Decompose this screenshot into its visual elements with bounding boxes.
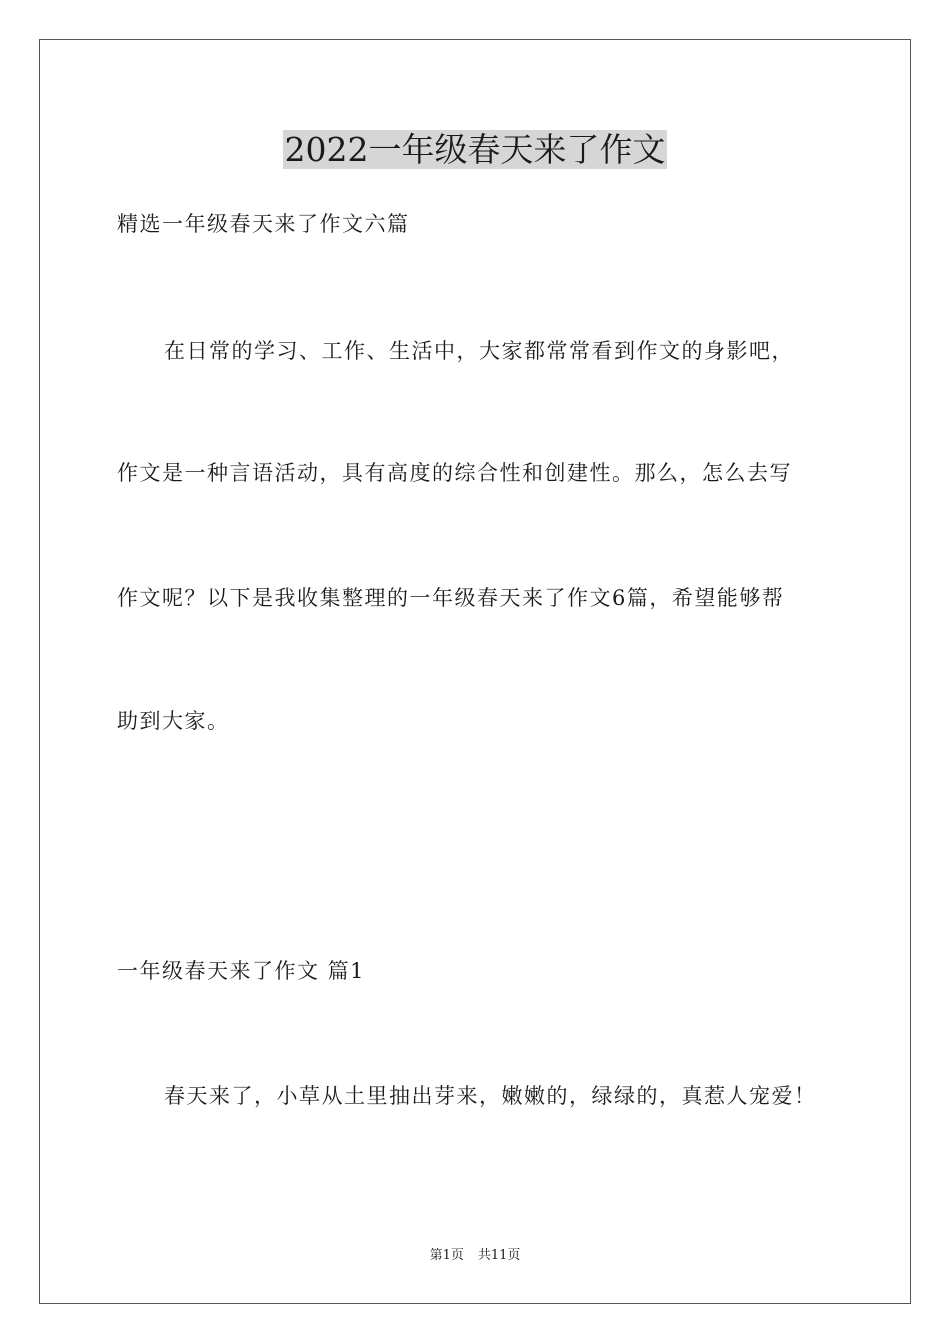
section-paragraph-line-1: 春天来了，小草从土里抽出芽来，嫩嫩的，绿绿的，真惹人宠爱！ (164, 1084, 817, 1108)
page-number-total: 共11页 (477, 1248, 521, 1263)
page-number-current: 第1页 (429, 1248, 464, 1263)
document-title (0, 128, 950, 172)
document-subtitle: 精选一年级春天来了作文六篇 (117, 212, 410, 236)
intro-line-2: 作文是一种言语活动，具有高度的综合性和创建性。那么，怎么去写 (117, 461, 792, 485)
intro-line-4: 助到大家。 (117, 709, 230, 733)
section-heading: 一年级春天来了作文 篇1 (117, 959, 366, 983)
page-footer (0, 1247, 950, 1265)
document-title-text: 2022一年级春天来了作文 (284, 130, 666, 169)
intro-line-1: 在日常的学习、工作、生活中，大家都常常看到作文的身影吧， (164, 339, 794, 363)
intro-line-3: 作文呢？以下是我收集整理的一年级春天来了作文6篇，希望能够帮 (117, 586, 785, 610)
